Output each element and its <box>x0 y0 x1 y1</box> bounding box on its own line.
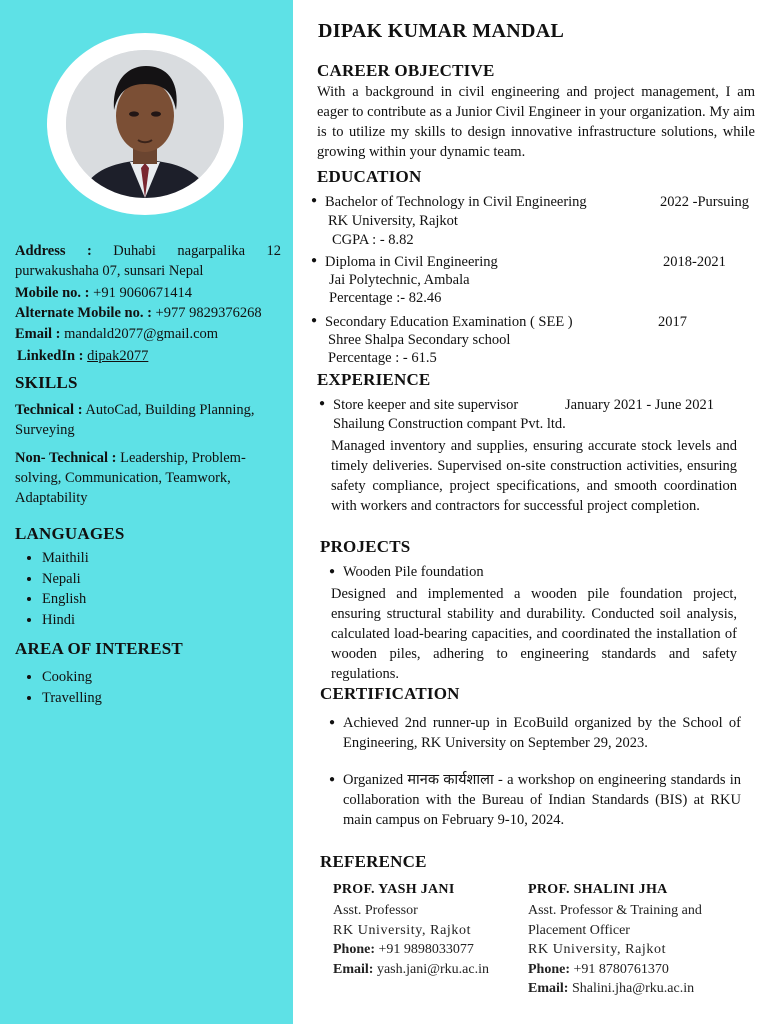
reference-name: PROF. SHALINI JHA <box>528 882 668 897</box>
reference-card <box>528 882 743 999</box>
reference-email <box>333 960 518 980</box>
education-school: Jai Polytechnic, Ambala <box>329 272 470 288</box>
certification-item: Organized मानक कार्यशाला - a workshop on engineering standards in collaboration with the Bureau of Indian Standards (BIS) at RKU main campus on February 9-10, 2024. <box>343 772 741 828</box>
experience-company: Shailung Construction compant Pvt. ltd. <box>333 416 566 432</box>
bullet-icon: ● <box>311 195 318 206</box>
education-degree: Bachelor of Technology in Civil Engineering <box>325 194 587 210</box>
mobile-label: Mobile no. : <box>15 285 90 301</box>
experience-heading: EXPERIENCE <box>317 370 431 389</box>
alternate-mobile <box>15 303 281 323</box>
sidebar <box>0 0 293 1024</box>
reference-email-label: Email: <box>528 981 569 996</box>
non-technical-skills <box>15 448 281 508</box>
linkedin-label: LinkedIn : <box>17 348 84 364</box>
reference-email-value[interactable]: yash.jani@rku.ac.in <box>376 961 489 977</box>
language-item: • Hindi <box>42 610 89 631</box>
reference-title: Asst. Professor <box>333 903 418 918</box>
bullet-icon: ● <box>319 398 326 409</box>
education-heading: EDUCATION <box>317 167 422 186</box>
technical-skills-label: Technical : <box>15 402 83 418</box>
candidate-name: DIPAK KUMAR MANDAL <box>318 20 565 42</box>
education-score: Percentage : - 61.5 <box>328 350 437 366</box>
education-school: Shree Shalpa Secondary school <box>328 332 511 348</box>
linkedin-link[interactable]: dipak2077 <box>87 348 149 364</box>
reference-name: PROF. YASH JANI <box>333 882 455 897</box>
reference-phone-label: Phone: <box>528 961 570 977</box>
education-score: CGPA : - 8.82 <box>332 232 414 248</box>
education-school: RK University, Rajkot <box>328 213 458 229</box>
career-objective-text: With a background in civil engineering and project management, I am eager to contribute as a Junior Civil Engineer in your organization. My aim is to utilize my skills to design innovative infrastructure solutions, while growing within your dynamic team. <box>317 84 755 160</box>
language-item: • Nepali <box>42 569 89 590</box>
experience-role: Store keeper and site supervisor <box>333 397 519 413</box>
education-score: Percentage :- 82.46 <box>329 290 442 306</box>
languages-list <box>15 548 89 630</box>
reference-phone-label: Phone: <box>333 942 375 957</box>
reference-organization: RK University, Rajkot <box>528 942 667 957</box>
reference-title: Asst. Professor & Training and Placement Officer <box>528 903 702 938</box>
bullet-icon: ● <box>329 774 336 785</box>
technical-skills-value: AutoCad, Building Planning, Surveying <box>15 402 255 438</box>
project-title: Wooden Pile foundation <box>343 564 484 580</box>
email-value[interactable]: mandald2077@gmail.com <box>64 326 219 342</box>
reference-phone-value: +91 8780761370 <box>573 961 669 977</box>
reference-card <box>333 882 518 979</box>
bullet-icon: ● <box>329 566 336 577</box>
technical-skills <box>15 400 281 440</box>
reference-heading: REFERENCE <box>320 852 427 871</box>
reference-email-value[interactable]: Shalini.jha@rku.ac.in <box>571 981 695 996</box>
language-item: • English <box>42 589 89 610</box>
mobile-value: +91 9060671414 <box>93 285 192 301</box>
interests-heading: AREA OF INTEREST <box>15 639 183 658</box>
career-objective-heading: CAREER OBJECTIVE <box>317 61 495 80</box>
education-degree: Diploma in Civil Engineering <box>325 254 498 270</box>
reference-phone <box>528 960 743 980</box>
non-technical-skills-label: Non- Technical : <box>15 450 117 466</box>
language-item: • Maithili <box>42 548 89 569</box>
email <box>15 324 281 344</box>
linkedin <box>17 346 283 366</box>
languages-heading: LANGUAGES <box>15 524 125 543</box>
experience-description: Managed inventory and supplies, ensuring accurate stock levels and timely deliveries. Supervised on-site construction activities, ensuring safety compliance, project specifications, and smooth coordination with workers and contractors for successful project completion. <box>331 438 737 514</box>
profile-photo-frame <box>47 33 243 215</box>
skills-heading: SKILLS <box>15 373 78 392</box>
bullet-icon: ● <box>311 315 318 326</box>
projects-heading: PROJECTS <box>320 537 411 556</box>
alternate-mobile-value: +977 9829376268 <box>155 305 262 321</box>
interest-item: • Travelling <box>42 688 102 709</box>
certification-item: Achieved 2nd runner-up in EcoBuild organized by the School of Engineering, RK University on September 29, 2023. <box>343 715 741 751</box>
address-label: Address : <box>15 243 92 259</box>
certification-heading: CERTIFICATION <box>320 684 460 703</box>
education-degree: Secondary Education Examination ( SEE ) <box>325 314 573 330</box>
interest-item: • Cooking <box>42 667 102 688</box>
reference-phone <box>333 940 518 960</box>
reference-email-label: Email: <box>333 961 374 977</box>
reference-phone-value: +91 9898033077 <box>378 942 474 957</box>
email-label: Email : <box>15 326 61 342</box>
reference-email <box>528 979 743 999</box>
bullet-icon: ● <box>329 717 336 728</box>
address-value: Duhabi nagarpalika 12 purwakushaha 07, sunsari Nepal <box>15 243 282 279</box>
profile-photo <box>66 50 224 198</box>
education-years: 2017 <box>658 314 687 330</box>
reference-organization: RK University, Rajkot <box>333 922 472 938</box>
education-years: 2022 -Pursuing <box>660 194 750 210</box>
non-technical-skills-value: Leadership, Problem-solving, Communication, Teamwork, Adaptability <box>15 450 246 506</box>
education-years: 2018-2021 <box>663 254 726 270</box>
project-description: Designed and implemented a wooden pile foundation project, ensuring structural stability and durability. Conducted soil analysis, calculated load-bearing capacities, and coordinated the installation of wooden piles, adhering to engineering standards and safety regulations. <box>331 586 737 682</box>
main-content <box>293 0 768 1024</box>
experience-dates: January 2021 - June 2021 <box>565 397 715 413</box>
mobile <box>15 283 281 303</box>
interests-list <box>15 667 102 708</box>
alternate-mobile-label: Alternate Mobile no. : <box>15 305 152 321</box>
bullet-icon: ● <box>311 255 318 266</box>
address <box>15 241 281 281</box>
